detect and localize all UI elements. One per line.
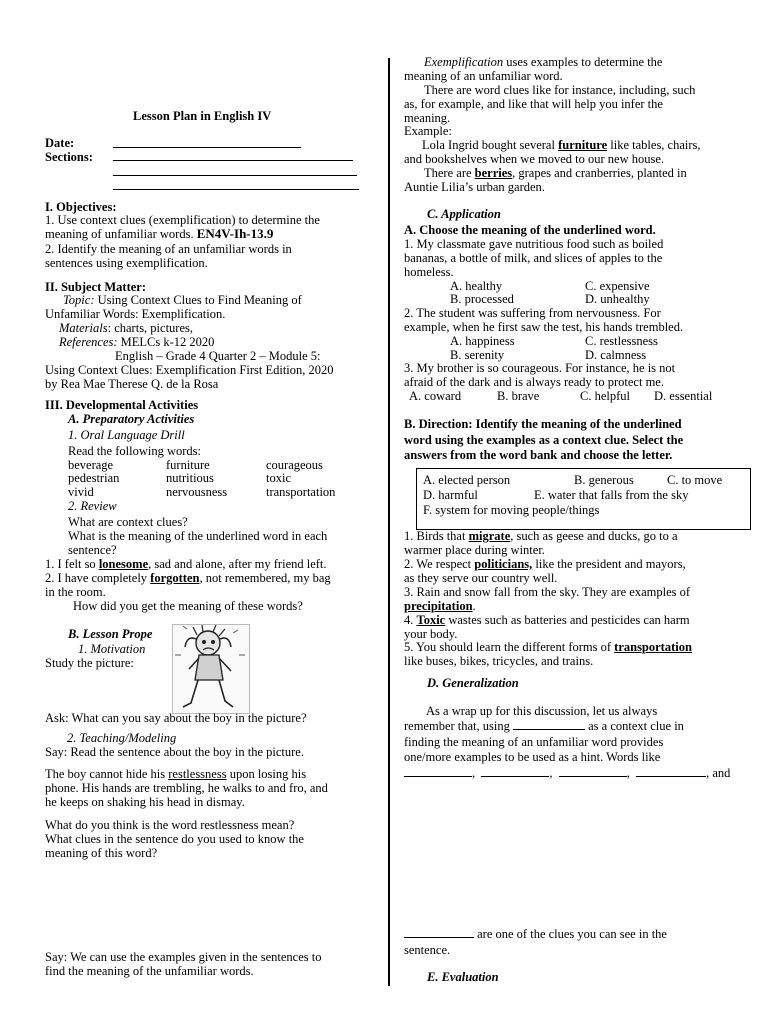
generalization-line-5: , , , , and [404, 766, 730, 780]
b3-end: . [472, 599, 476, 613]
word-furniture: furniture [166, 458, 210, 472]
materials-label: Materials [59, 321, 108, 335]
what-question-3: meaning of this word? [45, 846, 158, 860]
example-2-start: There are [424, 166, 475, 180]
generalization-line-2 [404, 719, 684, 733]
blank-1 [513, 719, 585, 730]
sections-fill-line-3 [113, 180, 359, 190]
developmental-heading: III. Developmental Activities [45, 398, 199, 412]
review-sentence-2-line-2: in the room. [45, 585, 106, 599]
exemplification-term: Exemplification [424, 55, 504, 69]
item-b1-line-2: warmer place during winter. [404, 543, 545, 557]
generalization-line-2-end: as a context clue in [585, 719, 684, 733]
objective-2-line-2: sentences using exemplification. [45, 256, 208, 270]
review-question-2-line-1: What is the meaning of the underlined word in each [68, 529, 328, 543]
b2-start: 2. We respect [404, 557, 475, 571]
example-2-end: , grapes and cranberries, planted in [512, 166, 687, 180]
sections-fill-line-1 [113, 151, 353, 161]
bank-b: B. generous [574, 473, 634, 487]
say-read-sentence: Say: Read the sentence about the boy in the picture. [45, 745, 304, 759]
what-question-1: What do you think is the word restlessness mean? [45, 818, 295, 832]
topic-line-1 [63, 293, 302, 307]
item-a3-line-1: 3. My brother is so courageous. For instance, he is not [404, 361, 676, 375]
underlined-word-toxic: Toxic [416, 613, 446, 627]
references-value: MELCs k-12 2020 [117, 335, 215, 349]
sentence-1-start: 1. I felt so [45, 557, 99, 571]
boy-sentence-line-1 [45, 767, 306, 781]
objective-2-line-1: 2. Identify the meaning of an unfamiliar words in [45, 242, 292, 256]
blank-4 [559, 766, 627, 777]
underlined-word-furniture: furniture [558, 138, 608, 152]
underlined-word-transportation: transportation [614, 640, 692, 654]
generalization-line-1: As a wrap up for this discussion, let us always [426, 704, 658, 718]
underlined-word-forgotten: forgotten [150, 571, 200, 585]
read-words-instruction: Read the following words: [68, 444, 201, 458]
materials-line [59, 321, 193, 335]
word-pedestrian: pedestrian [68, 471, 120, 485]
exemplification-line-1 [424, 55, 662, 69]
a1-option-b: B. processed [450, 292, 514, 306]
item-a3-line-2: afraid of the dark and is always ready to protect me. [404, 375, 664, 389]
review-sentence-2 [45, 571, 331, 585]
review-question-1: What are context clues? [68, 515, 188, 529]
word-nervousness: nervousness [166, 485, 228, 499]
item-b3-line-2 [404, 599, 476, 613]
oral-drill-heading: 1. Oral Language Drill [68, 428, 185, 442]
a2-option-c: C. restlessness [585, 334, 658, 348]
item-a2-line-2: example, when he first saw the test, his hands trembled. [404, 320, 684, 334]
item-b4-line-2: your body. [404, 627, 458, 641]
example-label: Example: [404, 124, 452, 138]
word-clues-line-2: as, for example, and like that will help you infer the [404, 97, 663, 111]
item-b1-line-1 [404, 529, 678, 543]
a2-option-b: B. serenity [450, 348, 505, 362]
generalization-line-6-text: are one of the clues you can see in the [474, 927, 667, 941]
blank-3 [481, 766, 549, 777]
what-question-2: What clues in the sentence do you used to know the [45, 832, 304, 846]
document-title: Lesson Plan in English IV [133, 109, 272, 123]
item-b2-line-1 [404, 557, 686, 571]
bank-c: C. to move [667, 473, 723, 487]
generalization-line-4: one/more examples to be used as a hint. Words like [404, 750, 661, 764]
references-line-3: Using Context Clues: Exemplification First Edition, 2020 [45, 363, 334, 377]
word-courageous: courageous [266, 458, 323, 472]
b4-end: wastes such as batteries and pesticides can harm [445, 613, 690, 627]
item-a1-line-2: bananas, a bottle of milk, and slices of apples to the [404, 251, 663, 265]
underlined-word-lonesome: lonesome [98, 557, 149, 571]
a1-option-c: C. expensive [585, 279, 650, 293]
word-bank [416, 468, 751, 530]
b1-end: , such as geese and ducks, go to a [510, 529, 678, 543]
sentence-2-start: 2. I have completely [45, 571, 151, 585]
objective-1-line-2 [45, 227, 273, 241]
sections-fill-line-2 [113, 166, 357, 176]
bank-f: F. system for moving people/things [423, 503, 600, 517]
b1-start: 1. Birds that [404, 529, 469, 543]
references-line-2: English – Grade 4 Quarter 2 – Module 5: [115, 349, 321, 363]
a3-option-b: B. brave [497, 389, 540, 403]
stressed-boy-illustration [172, 624, 250, 714]
example-sentence-1-line-2: and bookshelves when we moved to our new house. [404, 152, 665, 166]
left-column [45, 0, 367, 1024]
boy-sentence-end: upon losing his [226, 767, 307, 781]
date-label: Date: [45, 136, 75, 150]
objective-1-line-1: 1. Use context clues (exemplification) to determine the [45, 213, 320, 227]
word-vivid: vivid [68, 485, 94, 499]
item-b2-line-2: as they serve our country well. [404, 571, 558, 585]
how-question: How did you get the meaning of these words? [73, 599, 303, 613]
stressed-boy-icon [173, 625, 249, 713]
item-a2-line-1: 2. The student was suffering from nervousness. For [404, 306, 661, 320]
review-heading: 2. Review [68, 499, 117, 513]
item-b3-line-1: 3. Rain and snow fall from the sky. They are examples of [404, 585, 691, 599]
item-b5-line-2: like buses, bikes, tricycles, and trains. [404, 654, 594, 668]
direction-b-line-2: word using the examples as a context clue. Select the [404, 433, 684, 447]
lesson-proper-heading: B. Lesson Prope [68, 627, 153, 641]
bank-e: E. water that falls from the sky [534, 488, 689, 502]
a2-option-d: D. calmness [585, 348, 647, 362]
review-sentence-1 [45, 557, 327, 571]
generalization-line-6 [404, 927, 667, 941]
subject-matter-heading: II. Subject Matter: [45, 280, 147, 294]
blank-5 [636, 766, 706, 777]
word-toxic: toxic [266, 471, 291, 485]
underlined-word-berries: berries [474, 166, 513, 180]
item-b5-line-1 [404, 640, 692, 654]
sentence-1-end: , sad and alone, after my friend left. [148, 557, 327, 571]
topic-label: Topic: [63, 293, 95, 307]
bank-a: A. elected person [423, 473, 511, 487]
objective-code: EN4V-Ih-13.9 [196, 226, 274, 241]
objectives-heading: I. Objectives: [45, 200, 117, 214]
a1-option-d: D. unhealthy [585, 292, 650, 306]
item-a1-line-3: homeless. [404, 265, 454, 279]
say-examples-line-2: find the meaning of the unfamiliar words. [45, 964, 254, 978]
topic-line-2: Unfamiliar Words: Exemplification. [45, 307, 226, 321]
word-clues-line-3: meaning. [404, 111, 451, 125]
review-question-2-line-2: sentence? [68, 543, 117, 557]
boy-sentence-line-3: he keeps on shaking his head in dismay. [45, 795, 245, 809]
a2-option-a: A. happiness [450, 334, 515, 348]
motivation-heading: 1. Motivation [78, 642, 146, 656]
word-clues-line-1: There are word clues like for instance, including, such [424, 83, 696, 97]
references-line-4: by Rea Mae Therese Q. de la Rosa [45, 377, 219, 391]
b4-start: 4. [404, 613, 417, 627]
generalization-and: , and [706, 766, 731, 780]
ask-question: Ask: What can you say about the boy in the picture? [45, 711, 307, 725]
references-label: References: [59, 335, 118, 349]
generalization-line-2-start: remember that, using [404, 719, 513, 733]
word-nutritious: nutritious [166, 471, 214, 485]
bank-d: D. harmful [423, 488, 478, 502]
exemplification-line-2: meaning of an unfamiliar word. [404, 69, 563, 83]
preparatory-heading: A. Preparatory Activities [68, 412, 195, 426]
underlined-word-precipitation: precipitation [404, 599, 473, 613]
generalization-heading: D. Generalization [427, 676, 519, 690]
item-a1-line-1: 1. My classmate gave nutritious food such as boiled [404, 237, 664, 251]
underlined-word-politicians: politicians, [474, 557, 533, 571]
example-1-end: like tables, chairs, [607, 138, 701, 152]
underlined-word-migrate: migrate [468, 529, 511, 543]
boy-sentence-start: The boy cannot hide his [45, 767, 169, 781]
b5-start: 5. You should learn the different forms of [404, 640, 615, 654]
right-column [404, 0, 754, 1024]
evaluation-heading: E. Evaluation [427, 970, 499, 984]
materials-value: : charts, pictures, [107, 321, 193, 335]
application-heading: C. Application [427, 207, 501, 221]
item-b4-line-1 [404, 613, 690, 627]
column-divider [388, 58, 390, 986]
sentence-2-end: , not remembered, my bag [199, 571, 331, 585]
a3-option-c: C. helpful [580, 389, 630, 403]
a3-option-d: D. essential [654, 389, 713, 403]
topic-text: Using Context Clues to Find Meaning of [94, 293, 302, 307]
date-fill-line [113, 138, 301, 148]
references-line [59, 335, 214, 349]
teaching-heading: 2. Teaching/Modeling [67, 731, 177, 745]
sections-label: Sections: [45, 150, 93, 164]
example-sentence-2-line-2: Auntie Lilia’s urban garden. [404, 180, 545, 194]
generalization-line-3: finding the meaning of an unfamiliar word provides [404, 735, 664, 749]
direction-a: A. Choose the meaning of the underlined word. [404, 223, 656, 237]
a3-option-a: A. coward [409, 389, 462, 403]
a1-option-a: A. healthy [450, 279, 503, 293]
example-sentence-1 [422, 138, 701, 152]
blank-2 [404, 766, 472, 777]
word-transportation: transportation [266, 485, 336, 499]
blank-6 [404, 927, 474, 938]
example-1-start: Lola Ingrid bought several [422, 138, 559, 152]
generalization-line-7: sentence. [404, 943, 451, 957]
word-beverage: beverage [68, 458, 114, 472]
underlined-word-restlessness: restlessness [168, 767, 227, 781]
direction-b-line-1: B. Direction: Identify the meaning of the underlined [404, 417, 682, 431]
boy-sentence-line-2: phone. His hands are trembling, he walks to and fro, and [45, 781, 328, 795]
exemplification-definition: uses examples to determine the [503, 55, 663, 69]
say-examples-line-1: Say: We can use the examples given in the sentences to [45, 950, 322, 964]
example-sentence-2 [424, 166, 687, 180]
b2-end: like the president and mayors, [532, 557, 686, 571]
study-picture-instruction: Study the picture: [45, 656, 134, 670]
objective-1-text: meaning of unfamiliar words. [45, 227, 194, 241]
direction-b-line-3: answers from the word bank and choose the letter. [404, 448, 673, 462]
